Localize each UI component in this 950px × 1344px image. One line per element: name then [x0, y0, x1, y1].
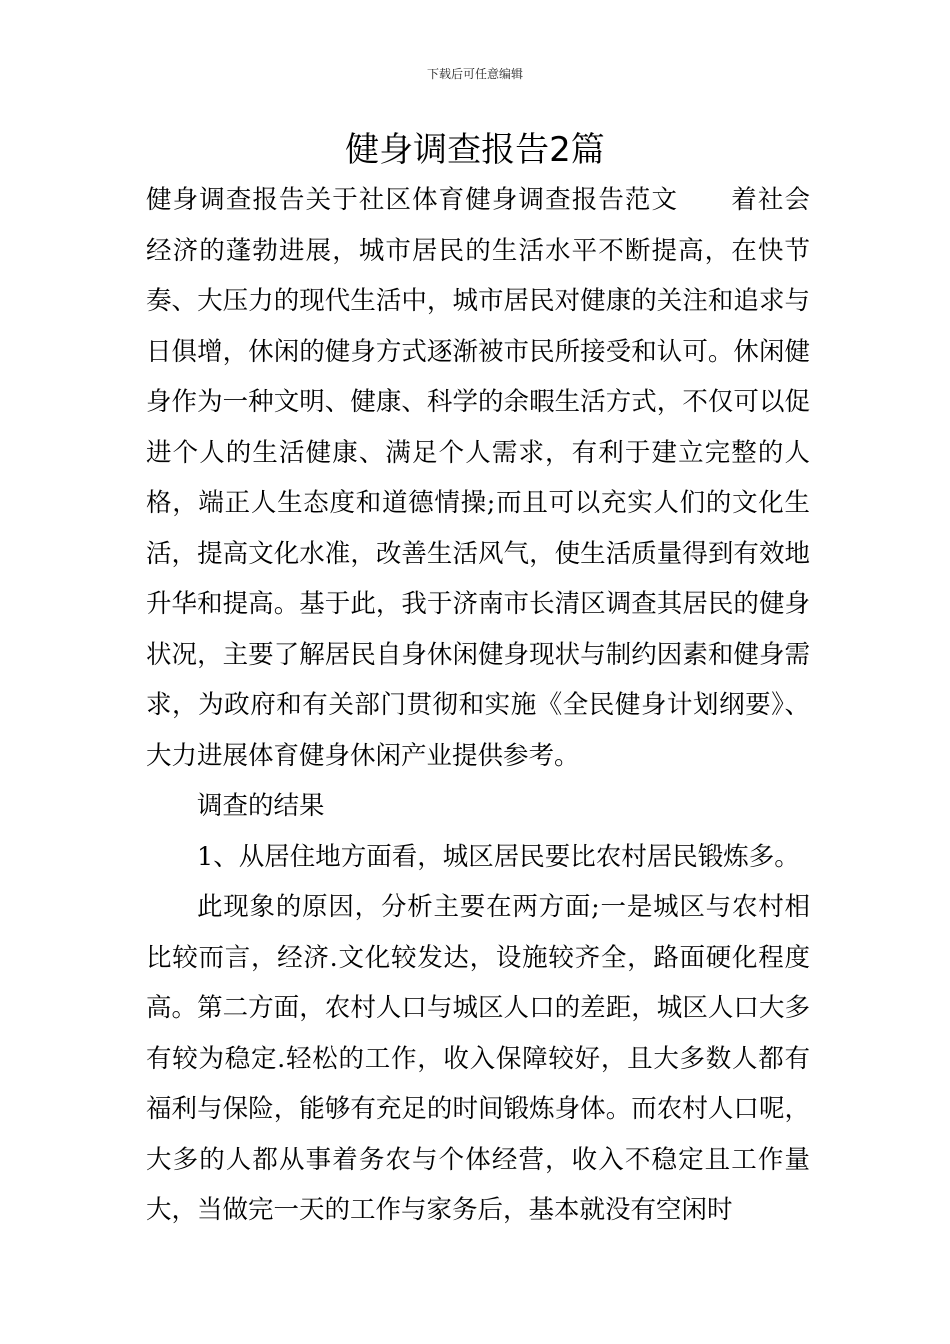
intro-paragraph: [146, 175, 810, 781]
finding-1: 1、从居住地方面看，城区居民要比农村居民锻炼多。: [197, 841, 800, 872]
intro-lead: 健身调查报告关于社区体育健身调查报告范文: [146, 185, 679, 215]
section-heading: 调查的结果: [197, 791, 325, 821]
analysis-paragraph: 此现象的原因，分析主要在两方面;一是城区与农村相比较而言，经济.文化较发达，设施较齐全，路面硬化程度高。第二方面，农村人口与城区人口的差距，城区人口大多有较为稳定.轻松的工作，收入保障较好，且大多数人都有福利与保险，能够有充足的时间锻炼身体。而农村人口呢，大多的人都从事着务农与个体经营，收入不稳定且工作量大，当做完一天的工作与家务后，基本就没有空闲时: [146, 892, 810, 1225]
intro-rest: 着社会经济的蓬勃进展，城市居民的生活水平不断提高，在快节奏、大压力的现代生活中，城市居民对健康的关注和追求与日俱增，休闲的健身方式逐渐被市民所接受和认可。休闲健身作为一种文明、健康、科学的余暇生活方式，不仅可以促进个人的生活健康、满足个人需求，有利于建立完整的人格，端正人生态度和道德情操;而且可以充实人们的文化生活，提高文化水准，改善生活风气，使生活质量得到有效地升华和提高。基于此，我于济南市长清区调查其居民的健身状况，主要了解居民自身休闲健身现状与制约因素和健身需求，为政府和有关部门贯彻和实施《全民健身计划纲要》、大力进展体育健身休闲产业提供参考。: [146, 185, 810, 771]
document-body: [146, 175, 810, 1236]
document-title: 健身调查报告2篇: [345, 130, 605, 170]
header-note: 下载后可任意编辑: [426, 67, 523, 81]
